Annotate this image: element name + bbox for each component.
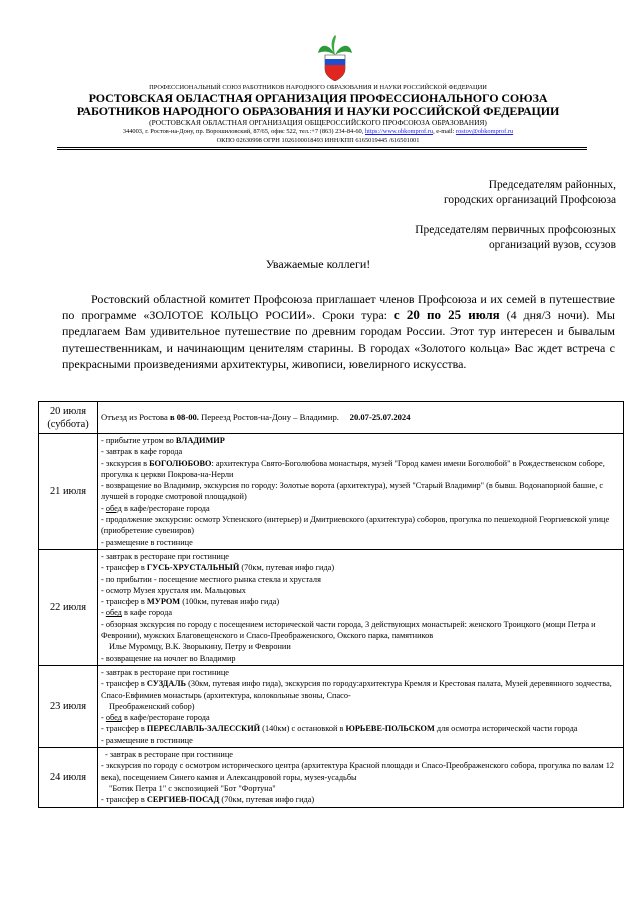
header-divider-secondary xyxy=(57,149,587,150)
greeting: Уважаемые коллеги! xyxy=(265,257,371,271)
program-cell: - прибытие утром во ВЛАДИМИР - завтрак в кафе города - экскурсия в БОГОЛЮБОВО: архитектура Свято-Боголюбова монастыря, музей "Город камен имени Боголюбой" в Рождественском соборе, прогулка к церкви Покрова-на-Нерли - возвращение во Владимир, экскурсия по городу: Золотые ворота (архитектура), музей "Старый Владимир" (в бывш. Водонапорной башне, с лучшей в городке смотровой площадкой) - обед в кафе/ресторане города - продолжение экскурсии: осмотр Успенского (интерьер) и Дмитриевского (архитектура) соборов, прогулка по пешеходной Георгиевской улице (приобретение сувениров) - размещение в гостинице xyxy=(98,434,624,550)
postal-address: 344003, г. Ростов-на-Дону, пр. Ворошиловский, 87/65, офис 522, тел.:+7 (863) 234-84-60, xyxy=(122,128,364,135)
website-link[interactable]: https://www.obkomprof.ru xyxy=(364,128,434,135)
addressee-line: Председателям первичных профсоюзных xyxy=(415,224,616,236)
addressee-block-primary xyxy=(415,223,616,253)
day-cell: 23 июля xyxy=(39,665,98,747)
contact-line xyxy=(0,128,636,135)
addressee-block-district xyxy=(444,178,616,208)
program-cell: - завтрак в ресторане при гостинице - трансфер в СУЗДАЛЬ (30км, путевая инфо гида), экскурсия по городу:архитектура Кремля и Крестовая палата, Музей деревянного зодчества, Спасо-Евфимиев монастырь (архитектура, колокольные звоны, Спасо- Преображенский собор) - обед в кафе/ресторане города - трансфер в ПЕРЕСЛАВЛЬ-ЗАЛЕССКИЙ (140км) с остановкой в ЮРЬЕВЕ-ПОЛЬСКОМ для осмотра исторической части города - размещение в гостинице xyxy=(98,665,624,747)
organization-title-line1: РОСТОВСКАЯ ОБЛАСТНАЯ ОРГАНИЗАЦИЯ ПРОФЕССИОНАЛЬНОГО СОЮЗА xyxy=(88,91,548,105)
intro-paragraph: Ростовский областной комитет Профсоюза приглашает членов Профсоюза и их семей в путешествие по программе «ЗОЛОТОЕ КОЛЬЦО РОСИИ». Сроки тура: с 20 по 25 июля (4 дня/3 ночи). Мы предлагаем Вам удивительное путешествие по древним городам России. Этот тур интересен и бывалым путешественникам, и начинающим ценителям старины. В городах «Золотого кольца» Вас ждет встреча с прекрасными произведениями архитектуры, живописи, ювелирного искусства. xyxy=(62,292,615,371)
itinerary-table xyxy=(38,401,624,808)
union-logo-icon xyxy=(313,33,357,81)
registration-codes: ОКПО 02630998 ОГРН 1026100018493 ИНН/КПП 6165019445 /616501001 xyxy=(216,137,420,144)
program-cell: - завтрак в ресторане при гостинице - трансфер в ГУСЬ-ХРУСТАЛЬНЫЙ (70км, путевая инфо гида) - по прибытии - посещение местного рынка стекла и хрусталя - осмотр Музея хрусталя им. Мальцовых - трансфер в МУРОМ (100км, путевая инфо гида) - обед в кафе города - обзорная экскурсия по городу с посещением исторической части города, 3 действующих монастырей: женского Троицкого (мощи Петра и Февронии), мужских Благовещенского и Спасо-Преображенского, Окского парка, памятников Илье Муромцу, В.К. Зворыкину, Петру и Февронии - возвращение на ночлег во Владимир xyxy=(98,549,624,665)
addressee-line: Председателям районных, xyxy=(488,179,616,191)
addressee-line: городских организаций Профсоюза xyxy=(444,194,616,206)
table-row xyxy=(39,748,624,807)
table-row xyxy=(39,549,624,665)
program-cell: Отъезд из Ростова в 08-00. Переезд Ростов-на-Дону – Владимир. 20.07-25.07.2024 xyxy=(98,402,624,434)
organization-title-line2: РАБОТНИКОВ НАРОДНОГО ОБРАЗОВАНИЯ И НАУКИ РОССИЙСКОЙ ФЕДЕРАЦИИ xyxy=(76,104,560,118)
addressee-line: организаций вузов, ссузов xyxy=(488,239,616,251)
tour-dates: с 20 по 25 июля xyxy=(393,307,500,323)
day-cell: 20 июля (суббота) xyxy=(39,402,98,434)
program-cell: - завтрак в ресторане при гостинице - экскурсия по городу с осмотром исторического центра (архитектура Красной площади и Спасо-Преображенского собора, прогулка по валам 12 века), посещением Синего камня и Александровой горы, музея-усадьбы "Ботик Петра 1" с экспозицией "Бот "Фортуна" - трансфер в СЕРГИЕВ-ПОСАД (70км, путевая инфо гида) xyxy=(98,748,624,807)
day-cell: 24 июля xyxy=(39,748,98,807)
table-row xyxy=(39,434,624,550)
table-row xyxy=(39,402,624,434)
day-cell: 21 июля xyxy=(39,434,98,550)
tour-period: 20.07-25.07.2024 xyxy=(349,411,411,422)
header-divider xyxy=(57,147,587,148)
email-label: , e-mail: xyxy=(433,128,455,135)
union-name: ПРОФЕССИОНАЛЬНЫЙ СОЮЗ РАБОТНИКОВ НАРОДНОГО ОБРАЗОВАНИЯ И НАУКИ РОССИЙСКОЙ ФЕДЕРАЦИИ xyxy=(149,84,487,91)
email-link[interactable]: rostov@obkomprof.ru xyxy=(455,128,514,135)
table-row xyxy=(39,665,624,747)
day-cell: 22 июля xyxy=(39,549,98,665)
organization-subtitle: (РОСТОВСКАЯ ОБЛАСТНАЯ ОРГАНИЗАЦИЯ ОБЩЕРОССИЙСКОГО ПРОФСОЮЗА ОБРАЗОВАНИЯ) xyxy=(149,118,487,127)
